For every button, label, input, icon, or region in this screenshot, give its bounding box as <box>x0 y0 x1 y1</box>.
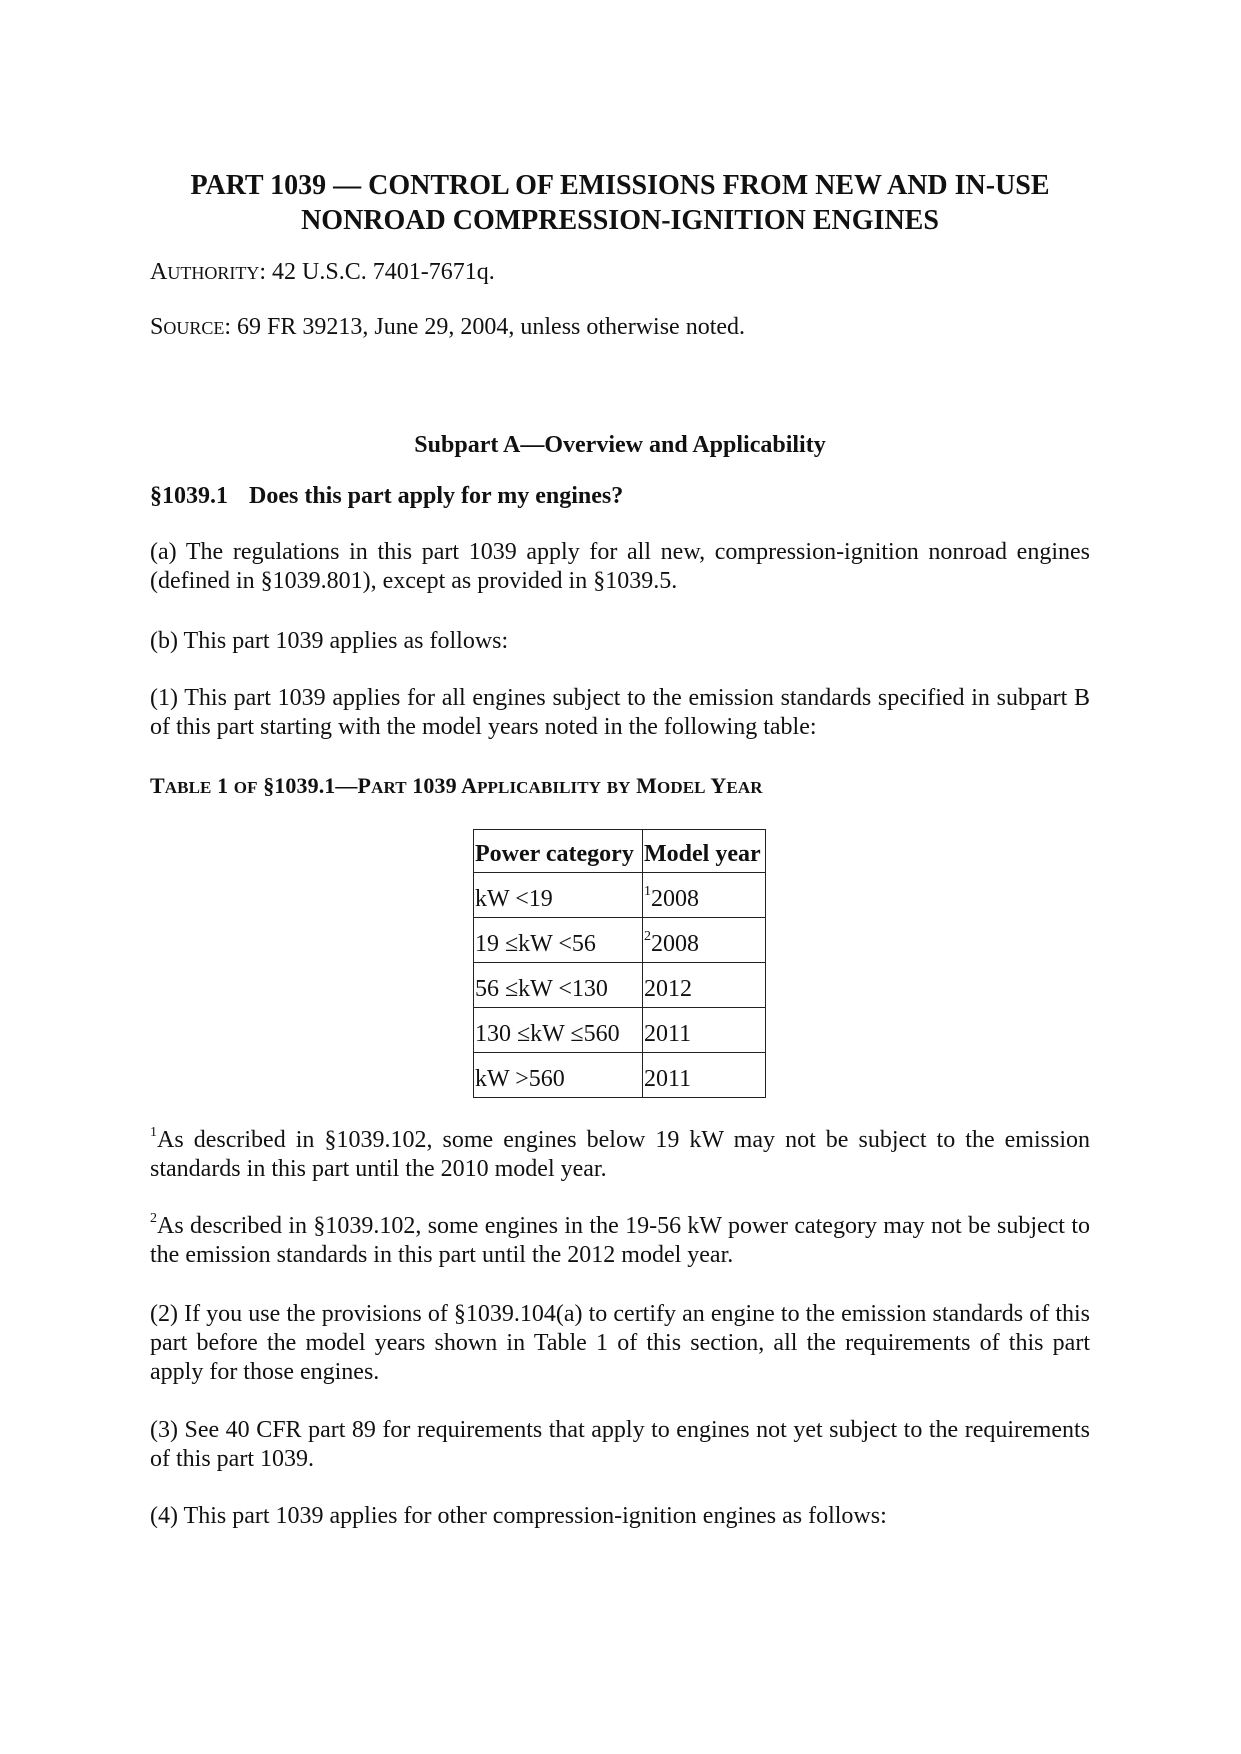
caption-part: ABLE <box>164 778 212 797</box>
cell-year: 2011 <box>643 1053 766 1098</box>
source-label-initial: S <box>150 314 164 340</box>
cell-year <box>643 873 766 918</box>
authority-line <box>150 258 1090 288</box>
caption-part: T <box>150 773 165 798</box>
subpart-heading: Subpart A—Overview and Applicability <box>414 432 826 458</box>
part-title-line-1: PART 1039 — CONTROL OF EMISSIONS FROM NEW AND IN-USE <box>190 170 1050 201</box>
caption-part: OF <box>233 778 258 797</box>
table-row <box>474 1008 766 1053</box>
caption-part: A <box>461 773 478 798</box>
paragraph-4: (4) This part 1039 applies for other compression-ignition engines as follows: <box>150 1503 887 1529</box>
caption-part: §1039.1— <box>257 773 358 798</box>
caption-part: ART <box>371 778 407 797</box>
section-number: §1039.1 <box>150 483 228 509</box>
caption-part: Y <box>710 773 727 798</box>
footnote-2-text: As described in §1039.102, some engines in the 19-56 kW power category may not be subject to the emission standards in this part until the 2012 model year. <box>150 1213 1090 1268</box>
authority-label-rest: UTHORITY <box>167 263 260 283</box>
paragraph-b: (b) This part 1039 applies as follows: <box>150 628 509 654</box>
cell-year: 2012 <box>643 963 766 1008</box>
authority-label-initial: A <box>150 259 168 285</box>
cell-power: 130 ≤kW ≤560 <box>474 1008 643 1053</box>
table-header-row <box>474 830 766 873</box>
source-line <box>150 313 1090 343</box>
source-label-rest: OURCE <box>163 318 225 338</box>
paragraph-2: (2) If you use the provisions of §1039.104(a) to certify an engine to the emission standards of this part before the model years shown in Table 1 of this section, all the requirements of this part apply for those engines. <box>150 1301 1090 1385</box>
table-row <box>474 1053 766 1098</box>
part-title <box>150 168 1090 238</box>
footnote-1-text: As described in §1039.102, some engines below 19 kW may not be subject to the emission standards in this part until the 2010 model year. <box>150 1127 1090 1182</box>
caption-part: ODEL <box>657 778 706 797</box>
cell-power: 19 ≤kW <56 <box>474 918 643 963</box>
cell-power: kW <19 <box>474 873 643 918</box>
section-heading <box>150 481 623 511</box>
caption-part: PPLICABILITY <box>477 778 602 797</box>
caption-part: 1039 <box>406 773 462 798</box>
part-title-line-2: NONROAD COMPRESSION-IGNITION ENGINES <box>301 205 939 236</box>
caption-part: P <box>357 773 372 798</box>
year-value: 2008 <box>651 886 699 912</box>
footnote-2-mark: 2 <box>150 1211 157 1226</box>
year-value: 2008 <box>651 931 699 957</box>
cell-year: 2011 <box>643 1008 766 1053</box>
caption-part: 1 <box>211 773 234 798</box>
source-text: : 69 FR 39213, June 29, 2004, unless otherwise noted. <box>224 314 746 340</box>
cell-power: 56 ≤kW <130 <box>474 963 643 1008</box>
table-row <box>474 873 766 918</box>
header-model-year: Model year <box>643 830 766 873</box>
table-row <box>474 963 766 1008</box>
paragraph-3: (3) See 40 CFR part 89 for requirements that apply to engines not yet subject to the requirements of this part 1039. <box>150 1417 1090 1472</box>
table-caption <box>150 772 763 802</box>
caption-part: BY <box>606 778 631 797</box>
footnote-ref: 1 <box>644 884 651 899</box>
footnote-1 <box>150 1126 1090 1184</box>
footnote-ref: 2 <box>644 929 651 944</box>
paragraph-a: (a) The regulations in this part 1039 apply for all new, compression-ignition nonroad engines (defined in §1039.801), except as provided in §1039.5. <box>150 539 1090 594</box>
authority-text: : 42 U.S.C. 7401-7671q. <box>259 259 495 285</box>
cell-power: kW >560 <box>474 1053 643 1098</box>
cell-year <box>643 918 766 963</box>
paragraph-1: (1) This part 1039 applies for all engines subject to the emission standards specified in subpart B of this part starting with the model years noted in the following table: <box>150 685 1090 740</box>
caption-part: M <box>636 773 657 798</box>
caption-part: EAR <box>726 778 763 797</box>
header-power-category: Power category <box>474 830 643 873</box>
footnote-1-mark: 1 <box>150 1125 157 1140</box>
section-title: Does this part apply for my engines? <box>249 483 624 509</box>
footnote-2 <box>150 1212 1090 1270</box>
table-row <box>474 918 766 963</box>
applicability-table <box>473 829 766 1098</box>
